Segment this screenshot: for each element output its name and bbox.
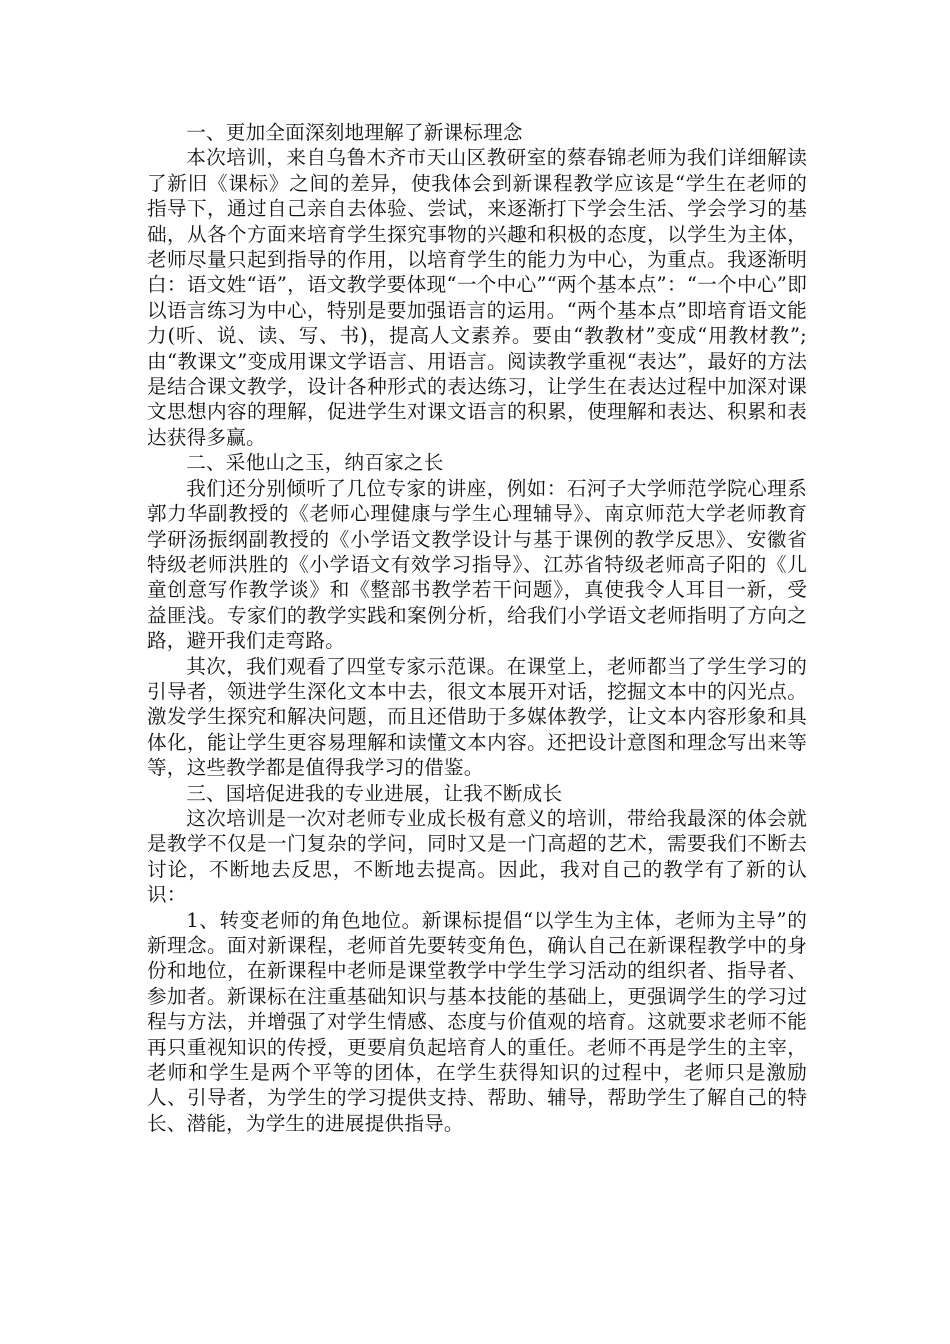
document-body bbox=[147, 120, 807, 1136]
paragraph-teacher-role: 1、转变老师的角色地位。新课标提倡“以学生为主体，老师为主导”的新理念。面对新课程，老师首先要转变角色，确认自己在新课程教学中的身份和地位，在新课程中老师是课堂教学中学生学习活动的组织者、指导者、参加者。新课标在注重基础知识与基本技能的基础上，更强调学生的学习过程与方法，并增强了对学生情感、态度与价值观的培育。这就要求老师不能再只重视知识的传授，更要肩负起培育人的重任。老师不再是学生的主宰，老师和学生是两个平等的团体，在学生获得知识的过程中，老师只是激励人、引导者，为学生的学习提供支持、帮助、辅导，帮助学生了解自己的特长、潜能，为学生的进展提供指导。 bbox=[147, 908, 807, 1135]
section-heading-2: 二、采他山之玉，纳百家之长 bbox=[186, 451, 444, 475]
section-heading-1: 一、更加全面深刻地理解了新课标理念 bbox=[186, 121, 523, 144]
paragraph-professional-growth: 这次培训是一次对老师专业成长极有意义的培训，带给我最深的体会就是教学不仅是一门复杂的学问，同时又是一门高超的艺术，需要我们不断去讨论，不断地去反思，不断地去提高。因此，我对自己的教学有了新的认识： bbox=[147, 806, 807, 907]
section-heading-3: 三、国培促进我的专业进展，让我不断成长 bbox=[186, 781, 563, 805]
paragraph-demo-lessons: 其次，我们观看了四堂专家示范课。在课堂上，老师都当了学生学习的引导者，领进学生深化文本中去，很文本展开对话，挖掘文本中的闪光点。激发学生探究和解决问题，而且还借助于多媒体教学，让文本内容形象和具体化，能让学生更容易理解和读懂文本内容。还把设计意图和理念写出来等等，这些教学都是值得我学习的借鉴。 bbox=[147, 654, 807, 780]
paragraph-training-overview: 本次培训，来自乌鲁木齐市天山区教研室的蔡春锦老师为我们详细解读了新旧《课标》之间的差异，使我体会到新课程教学应该是“学生在老师的指导下，通过自己亲自去体验、尝试，来逐渐打下学会生活、学会学习的基础，从各个方面来培育学生探究事物的兴趣和积极的态度，以学生为主体，老师尽量只起到指导的作用，以培育学生的能力为中心，为重点。我逐渐明白：语文姓“语”，语文教学要体现“一个中心”“两个基本点”：“一个中心”即以语言练习为中心，特别是要加强语言的运用。“两个基本点”即培育语文能力(听、说、读、写、书)，提高人文素养。要由“教教材”变成“用教材教”;由“教课文”变成用课文学语言、用语言。阅读教学重视“表达”，最好的方法是结合课文教学，设计各种形式的表达练习，让学生在表达过程中加深对课文思想内容的理解，促进学生对课文语言的积累，使理解和表达、积累和表达获得多赢。 bbox=[147, 146, 807, 449]
paragraph-expert-lectures: 我们还分别倾听了几位专家的讲座，例如：石河子大学师范学院心理系郭力华副教授的《老师心理健康与学生心理辅导》、南京师范大学老师教育学研汤振纲副教授的《小学语文教学设计与基于课例的教学反思》、安徽省特级老师洪胜的《小学语文有效学习指导》、江苏省特级老师高子阳的《儿童创意写作教学谈》和《整部书教学若干问题》，真使我令人耳目一新，受益匪浅。专家们的教学实践和案例分析，给我们小学语文老师指明了方向之路，避开我们走弯路。 bbox=[147, 476, 807, 653]
